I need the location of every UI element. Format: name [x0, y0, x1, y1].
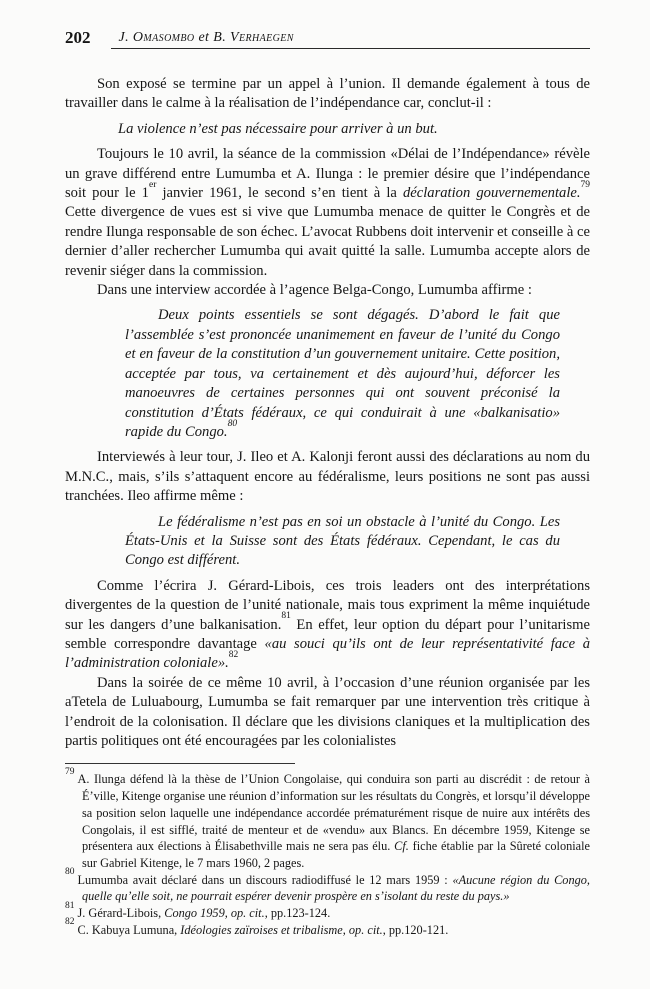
text-segment: , pp.120-121. — [382, 922, 449, 937]
footnote-separator — [65, 763, 295, 764]
footnote-82 — [65, 917, 590, 939]
footnote-80 — [65, 867, 590, 905]
running-head — [119, 30, 294, 45]
running-head-author-1: J. Omasombo — [118, 30, 195, 45]
quote-text: La violence n’est pas nécessaire pour arriver à un but. — [118, 120, 438, 137]
text-segment: Dans une interview accordée à l’agence Belga-Congo, Lumumba affirme : — [97, 282, 532, 299]
paragraph-6 — [65, 674, 590, 752]
paragraph-1 — [65, 75, 590, 114]
footnotes-section — [65, 763, 590, 938]
text-segment: Cette divergence de vues est si vive que Lumumba menace de quitter le Congrès et de rendre Ilunga responsable de son échec. L’avocat Rubbens doit intervenir et conseille à ce dernier d’aller rechercher Lumumba qui avait quitté la salle. Lumumba accepte alors de revenir siéger dans la commission. — [65, 204, 590, 279]
running-head-author-2: B. Verhaegen — [213, 30, 294, 45]
text-segment: fiche établie par la Sûreté coloniale sur Gabriel Kitenge, le 7 mars 1960, 2 pages. — [82, 839, 590, 870]
footnote-number: 82 — [65, 917, 75, 928]
text-segment: En effet, leur option du départ pour l’unitarisme semble correspondre davantage — [65, 616, 590, 652]
footnote-ref-81: 81 — [281, 611, 291, 622]
block-quote-1 — [118, 120, 560, 139]
paragraph-5 — [65, 577, 590, 674]
paragraph-2 — [65, 145, 590, 281]
text-segment: Comme l’écrira J. Gérard-Libois, ces trois leaders ont des interprétations divergentes de la question de l’unité nationale, mais tous expriment la même inquiétude sur les dangers d’une balkanisation. — [65, 577, 590, 633]
text-segment: J. Gérard-Libois, — [77, 906, 165, 921]
text-segment: Son exposé se termine par un appel à l’union. Il demande également à tous de travailler dans le calme à la réalisation de l’indépendance car, conclut-il : — [65, 76, 590, 112]
italic-segment: «Aucune région du Congo, quelle qu’elle soit, ne pourrait espérer devenir prospère en s’isolant du reste du pays.» — [82, 872, 590, 904]
footnote-number: 79 — [65, 767, 75, 778]
text-segment: A. Ilunga défend là la thèse de l’Union Congolaise, qui conduira son parti au discrédit : de retour à É’ville, Kitenge organise une réunion d’information sur les résultats du Congrès, et lorsqu’il développe sa position selon laquelle une indépendance accordée prématurément risque de nuire aux intérêts des Congolais, il est sifflé, traité de menteur et de «vendu» aux Blancs. En décembre 1959, Kitenge se présentera aux élections à Élisabethville mais ne sera pas élu. — [77, 772, 590, 854]
ordinal-superscript: er — [148, 179, 157, 190]
page-header — [65, 28, 590, 49]
footnote-79 — [65, 767, 590, 871]
italic-segment: Idéologies zaïroises et tribalisme, op. cit. — [180, 922, 383, 937]
page-body — [65, 75, 590, 751]
text-segment: Dans la soirée de ce même 10 avril, à l’occasion d’une réunion organisée par les aTetela de Luluabourg, Lumumba se fait remarquer par une intervention très critique à l’endroit de la colonisation. Il déclare que les divisions claniques et la multiplication des partis politiques ont été encouragées par les colonialistes — [65, 674, 590, 749]
text-segment: Lumumba avait déclaré dans un discours radiodiffusé le 12 mars 1959 : — [77, 872, 453, 887]
italic-segment: déclaration gouvernementale. — [402, 185, 581, 202]
page-number: 202 — [65, 28, 91, 47]
italic-segment: Cf. — [394, 839, 409, 854]
block-quote-3 — [125, 513, 560, 571]
paragraph-3 — [65, 281, 590, 300]
footnote-81 — [65, 900, 590, 922]
footnote-ref-80: 80 — [227, 418, 238, 429]
footnote-number: 80 — [65, 867, 75, 878]
italic-segment: Congo 1959, op. cit. — [164, 906, 265, 921]
italic-segment: «au souci qu’ils ont de leur représentativité face à l’administration coloniale». — [65, 635, 590, 672]
paragraph-4 — [65, 448, 590, 506]
text-segment: Interviewés à leur tour, J. Ileo et A. Kalonji feront aussi des déclarations au nom du M.N.C., mais, s’ils s’attaquent encore au fédéralisme, leurs positions ne sont pas aussi tranchées. Ileo affirme même : — [65, 449, 590, 505]
block-quote-2 — [125, 306, 560, 442]
running-head-et: et — [194, 30, 214, 45]
running-head-rule — [111, 28, 591, 49]
footnote-ref-79: 79 — [580, 179, 590, 190]
quote-text: Deux points essentiels se sont dégagés. D’abord le fait que l’assemblée s’est prononcée unanimement en faveur de l’unité du Congo et en faveur de la constitution d’un gouvernement unitaire. Cette position, acceptée par tous, va certainement et dès aujourd’hui, déforcer les manoeuvres de certaines personnes qui ont souvent préconisé la constitution d’États fédéraux, ce qui conduirait à une «balkanisatio» rapide du Congo. — [125, 307, 560, 440]
text-segment: C. Kabuya Lumuna, — [77, 922, 181, 937]
text-segment: Toujours le 10 avril, la séance de la commission «Délai de l’Indépendance» révèle un grave différend entre Lumumba et A. Ilunga : le premier désire que l’indépendance soit pour le 1 — [65, 146, 590, 202]
text-segment: janvier 1961, le second s’en tient à la — [156, 185, 403, 202]
footnote-number: 81 — [65, 900, 75, 911]
footnote-ref-82: 82 — [228, 650, 239, 661]
text-segment: , pp.123-124. — [264, 906, 331, 921]
quote-text: Le fédéralisme n’est pas en soi un obstacle à l’unité du Congo. Les États-Unis et la Suisse sont des États fédéraux. Cependant, le cas du Congo est différent. — [125, 513, 560, 569]
